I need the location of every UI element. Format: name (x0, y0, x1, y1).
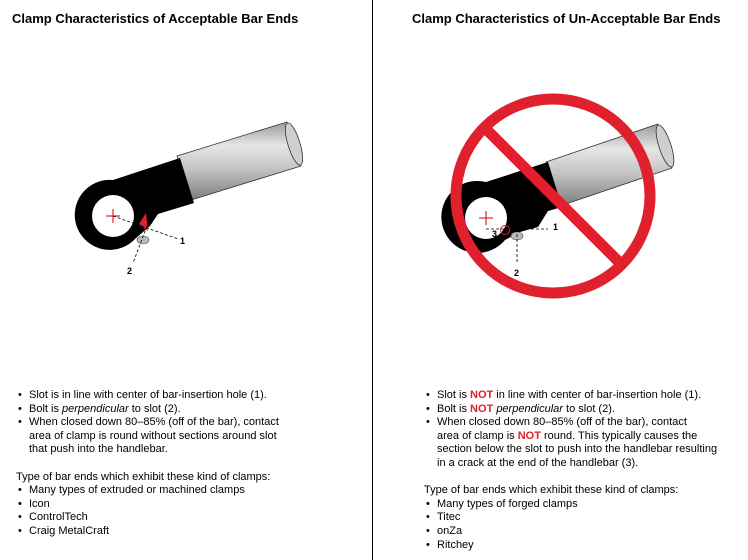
bar-tube (546, 123, 678, 206)
acceptable-panel (0, 0, 372, 560)
types-heading: Type of bar ends which exhibit these kind of clamps: (16, 470, 271, 483)
unacceptable-panel (374, 0, 748, 560)
list-item: • Many types of forged clamps (426, 497, 578, 510)
callout-2: 2 (127, 266, 133, 276)
list-item: • Icon (18, 497, 50, 510)
list-item: • Craig MetalCraft (18, 524, 110, 537)
clamp-body (75, 158, 194, 250)
note-bullet-3: • When closed down 80–85% (off of the bar), contact area of clamp is NOT round. This typically causes the section below the slot to push into the handlebar resulting in a crack at the end of the handlebar (3). (426, 416, 718, 469)
acceptable-title: Clamp Characteristics of Acceptable Bar Ends (12, 11, 299, 26)
acceptable-notes (16, 389, 356, 539)
note-bullet-3: • When closed down 80–85% (off of the bar), contact area of clamp is round without sections around slot that push into the handlebar. (18, 416, 279, 456)
note-bullet-2: • Bolt is perpendicular to slot (2). (18, 402, 181, 415)
note-bullet-1: • Slot is in line with center of bar-insertion hole (1). (18, 389, 267, 401)
callout-1: 1 (180, 236, 186, 246)
list-item: • Many types of extruded or machined clamps (18, 484, 245, 497)
note-bullet-2: • Bolt is NOT perpendicular to slot (2). (426, 402, 615, 415)
unacceptable-notes (424, 389, 744, 552)
callout-1: 1 (553, 222, 559, 232)
list-item: • Ritchey (426, 538, 474, 551)
acceptable-clamp-diagram (0, 0, 372, 300)
panel-divider (372, 0, 373, 560)
list-item: • Titec (426, 511, 461, 524)
list-item: • ControlTech (18, 511, 88, 524)
types-heading: Type of bar ends which exhibit these kind of clamps: (424, 484, 679, 497)
note-bullet-1: • Slot is NOT in line with center of bar-insertion hole (1). (426, 389, 702, 401)
list-item: • onZa (426, 524, 463, 537)
unacceptable-title: Clamp Characteristics of Un-Acceptable Bar Ends (412, 11, 721, 26)
unacceptable-clamp-diagram (374, 0, 748, 320)
bar-tube (177, 121, 306, 200)
callout-2: 2 (514, 268, 520, 278)
callout-3: 3 (492, 229, 498, 239)
